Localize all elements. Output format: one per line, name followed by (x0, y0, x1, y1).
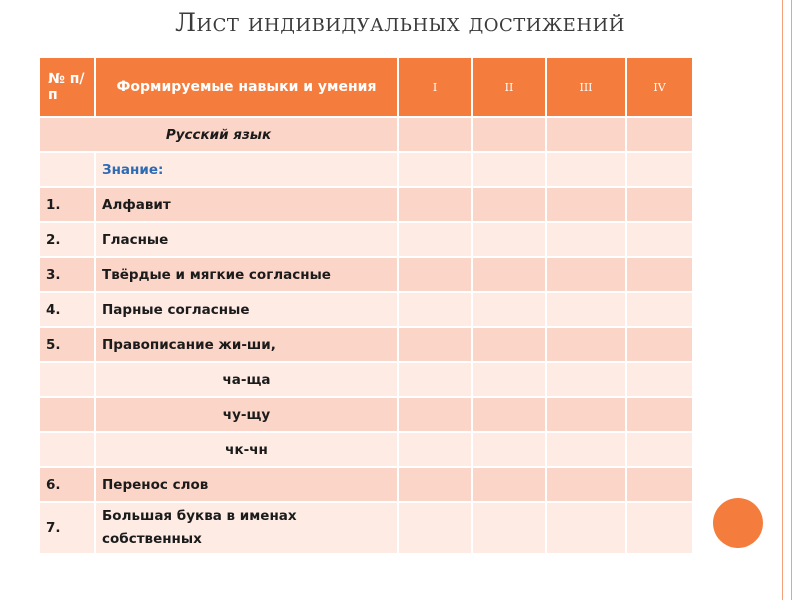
header-quarter-2: II (472, 57, 546, 117)
grade-cell[interactable] (472, 257, 546, 292)
grade-cell[interactable] (472, 362, 546, 397)
grade-cell[interactable] (472, 467, 546, 502)
table-row (39, 292, 693, 327)
table-row (39, 502, 693, 554)
subject-cell: Русский язык (39, 117, 398, 152)
header-skills: Формируемые навыки и умения (95, 57, 398, 117)
grade-cell[interactable] (398, 432, 472, 467)
num-cell (39, 152, 95, 187)
table-header-row (39, 57, 693, 117)
grade-cell[interactable] (626, 292, 693, 327)
section-cell: Знание: (95, 152, 398, 187)
skill-cell: Парные согласные (95, 292, 398, 327)
grade-cell[interactable] (546, 222, 626, 257)
grade-cell[interactable] (398, 362, 472, 397)
num-cell (39, 397, 95, 432)
skill-cell: Твёрдые и мягкие согласные (95, 257, 398, 292)
achievements-table (38, 56, 694, 555)
skill-cell: Большая буква в именах собственных (95, 502, 398, 554)
table-row (39, 397, 693, 432)
table-row (39, 467, 693, 502)
table-row-subject (39, 117, 693, 152)
grade-cell[interactable] (398, 327, 472, 362)
grade-cell[interactable] (546, 467, 626, 502)
num-cell (39, 432, 95, 467)
grade-cell[interactable] (472, 152, 546, 187)
grade-cell[interactable] (626, 117, 693, 152)
grade-cell[interactable] (626, 327, 693, 362)
grade-cell[interactable] (472, 502, 546, 554)
num-cell: 3. (39, 257, 95, 292)
grade-cell[interactable] (472, 222, 546, 257)
grade-cell[interactable] (472, 292, 546, 327)
num-cell: 4. (39, 292, 95, 327)
skill-cell: ча-ща (95, 362, 398, 397)
grade-cell[interactable] (626, 467, 693, 502)
table-row (39, 362, 693, 397)
grade-cell[interactable] (626, 187, 693, 222)
grade-cell[interactable] (626, 397, 693, 432)
header-quarter-3: III (546, 57, 626, 117)
slide-border-decoration (782, 0, 792, 600)
grade-cell[interactable] (398, 292, 472, 327)
grade-cell[interactable] (398, 117, 472, 152)
grade-cell[interactable] (398, 257, 472, 292)
grade-cell[interactable] (546, 292, 626, 327)
grade-cell[interactable] (398, 222, 472, 257)
grade-cell[interactable] (626, 222, 693, 257)
header-quarter-1: I (398, 57, 472, 117)
grade-cell[interactable] (626, 152, 693, 187)
num-cell (39, 362, 95, 397)
skill-cell: Перенос слов (95, 467, 398, 502)
grade-cell[interactable] (626, 432, 693, 467)
skill-cell: чк-чн (95, 432, 398, 467)
grade-cell[interactable] (626, 362, 693, 397)
grade-cell[interactable] (472, 432, 546, 467)
grade-cell[interactable] (472, 327, 546, 362)
grade-cell[interactable] (398, 187, 472, 222)
num-cell: 2. (39, 222, 95, 257)
grade-cell[interactable] (546, 397, 626, 432)
num-cell: 1. (39, 187, 95, 222)
grade-cell[interactable] (546, 187, 626, 222)
grade-cell[interactable] (472, 397, 546, 432)
table-row (39, 327, 693, 362)
num-cell: 5. (39, 327, 95, 362)
grade-cell[interactable] (398, 502, 472, 554)
table-row (39, 187, 693, 222)
grade-cell[interactable] (546, 362, 626, 397)
skill-cell: Алфавит (95, 187, 398, 222)
grade-cell[interactable] (626, 257, 693, 292)
table-row (39, 432, 693, 467)
skill-cell: Гласные (95, 222, 398, 257)
grade-cell[interactable] (546, 117, 626, 152)
grade-cell[interactable] (398, 467, 472, 502)
grade-cell[interactable] (546, 152, 626, 187)
grade-cell[interactable] (546, 502, 626, 554)
grade-cell[interactable] (472, 117, 546, 152)
grade-cell[interactable] (398, 152, 472, 187)
num-cell: 6. (39, 467, 95, 502)
grade-cell[interactable] (626, 502, 693, 554)
grade-cell[interactable] (546, 257, 626, 292)
num-cell: 7. (39, 502, 95, 554)
skill-cell: Правописание жи-ши, (95, 327, 398, 362)
skill-cell: чу-щу (95, 397, 398, 432)
grade-cell[interactable] (472, 187, 546, 222)
table-row (39, 222, 693, 257)
grade-cell[interactable] (546, 432, 626, 467)
slide-title: Лист индивидуальных достижений (175, 8, 625, 37)
header-num: № п/п (39, 57, 95, 117)
header-quarter-4: IV (626, 57, 693, 117)
decorative-circle (713, 498, 763, 548)
grade-cell[interactable] (546, 327, 626, 362)
table-row-section (39, 152, 693, 187)
table-row (39, 257, 693, 292)
grade-cell[interactable] (398, 397, 472, 432)
